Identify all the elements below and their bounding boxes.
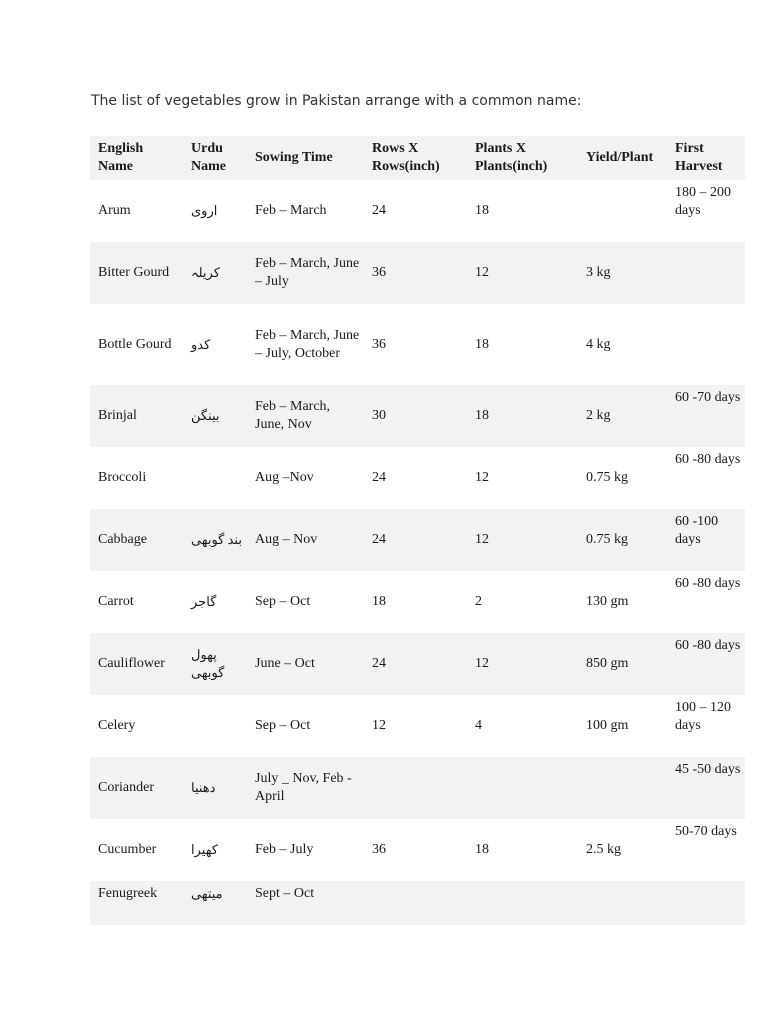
table-row	[90, 819, 745, 881]
header-sowing-time: Sowing Time	[255, 150, 333, 165]
cell-english: Broccoli	[98, 470, 147, 485]
cell-harvest: 60 -80 days	[675, 452, 741, 467]
cell-sowing: Sep – Oct	[255, 594, 311, 609]
cell-sowing: July _ Nov, Feb -April	[255, 771, 352, 804]
header-first-harvest: First Harvest	[675, 141, 723, 174]
cell-english: Brinjal	[98, 408, 137, 423]
cell-yield: 130 gm	[586, 594, 629, 609]
cell-yield: 0.75 kg	[586, 532, 628, 547]
cell-english: Celery	[98, 718, 136, 733]
cell-yield: 4 kg	[586, 336, 611, 352]
cell-urdu: اروی	[191, 203, 218, 218]
cell-harvest: 180 – 200 days	[675, 185, 731, 218]
intro-text: The list of vegetables grow in Pakistan arrange with a common name:	[91, 93, 582, 109]
cell-rows: 36	[372, 265, 386, 280]
cell-harvest: 50-70 days	[675, 824, 737, 839]
cell-plants: 18	[475, 336, 489, 352]
cell-yield: 100 gm	[586, 718, 629, 733]
cell-urdu	[183, 447, 247, 509]
cell-plants: 12	[475, 470, 489, 485]
cell-harvest	[667, 242, 745, 304]
cell-sowing: June – Oct	[255, 656, 315, 671]
table-row	[90, 757, 745, 819]
cell-rows	[364, 757, 467, 819]
cell-plants: 12	[475, 532, 489, 547]
table-row	[90, 447, 745, 509]
table-row	[90, 242, 745, 304]
cell-sowing: Aug –Nov	[255, 470, 314, 485]
cell-yield: 850 gm	[586, 656, 629, 671]
cell-plants	[467, 881, 578, 925]
cell-rows: 18	[372, 594, 386, 609]
cell-urdu: گاجر	[191, 594, 217, 609]
cell-plants	[467, 757, 578, 819]
table-row	[90, 180, 745, 242]
cell-plants: 18	[475, 408, 489, 423]
header-yield-per-plant: Yield/Plant	[586, 150, 654, 165]
cell-urdu: پھول گوبھی	[191, 647, 225, 680]
cell-english: Bottle Gourd	[98, 336, 172, 352]
cell-urdu: کدو	[191, 336, 211, 352]
cell-yield: 0.75 kg	[586, 470, 628, 485]
cell-urdu: دھنیا	[191, 780, 216, 795]
cell-urdu: بند گوبھی	[191, 532, 242, 547]
cell-rows: 24	[372, 203, 386, 218]
cell-rows: 24	[372, 532, 386, 547]
table-row	[90, 304, 745, 385]
cell-yield	[578, 757, 667, 819]
table-row	[90, 509, 745, 571]
cell-english: Fenugreek	[98, 886, 158, 901]
cell-harvest	[667, 304, 745, 385]
cell-harvest: 45 -50 days	[675, 762, 741, 777]
cell-english: Cucumber	[98, 842, 157, 857]
table-header-row	[90, 136, 745, 180]
cell-yield: 3 kg	[586, 265, 611, 280]
cell-harvest	[667, 881, 745, 925]
header-plants-spacing: Plants X Plants(inch)	[475, 141, 548, 174]
cell-plants: 18	[475, 842, 489, 857]
cell-english: Bitter Gourd	[98, 265, 170, 280]
cell-harvest: 60 -70 days	[675, 390, 741, 405]
cell-urdu: میتھی	[191, 886, 223, 901]
cell-english: Carrot	[98, 594, 134, 609]
cell-harvest: 100 – 120 days	[675, 700, 731, 733]
cell-plants: 2	[475, 594, 482, 609]
header-rows-spacing: Rows X Rows(inch)	[372, 141, 440, 174]
cell-sowing: Feb – March, June – July, October	[255, 327, 360, 361]
cell-plants: 18	[475, 203, 489, 218]
cell-rows: 30	[372, 408, 386, 423]
cell-urdu: بینگن	[191, 408, 220, 423]
table-row	[90, 571, 745, 633]
cell-yield: 2 kg	[586, 408, 611, 423]
cell-urdu: کھیرا	[191, 842, 218, 857]
cell-rows	[364, 881, 467, 925]
cell-urdu: کریلہ	[191, 265, 220, 280]
cell-sowing: Feb – July	[255, 842, 314, 857]
cell-sowing: Aug – Nov	[255, 532, 318, 547]
cell-rows: 24	[372, 656, 386, 671]
cell-plants: 4	[475, 718, 482, 733]
cell-sowing: Sept – Oct	[255, 886, 315, 901]
table-row	[90, 695, 745, 757]
header-english-name: English Name	[98, 141, 144, 174]
cell-rows: 12	[372, 718, 386, 733]
cell-urdu	[183, 695, 247, 757]
cell-yield	[578, 881, 667, 925]
cell-english: Cauliflower	[98, 656, 165, 671]
cell-rows: 36	[372, 336, 386, 352]
cell-plants: 12	[475, 265, 489, 280]
table-row	[90, 881, 745, 925]
cell-english: Coriander	[98, 780, 154, 795]
cell-sowing: Sep – Oct	[255, 718, 311, 733]
cell-rows: 36	[372, 842, 386, 857]
cell-harvest: 60 -80 days	[675, 576, 741, 591]
table-row	[90, 633, 745, 695]
cell-yield: 2.5 kg	[586, 842, 621, 857]
cell-rows: 24	[372, 470, 386, 485]
header-urdu-name: Urdu Name	[191, 141, 226, 174]
vegetables-table	[90, 136, 745, 925]
table-row	[90, 385, 745, 447]
cell-yield	[578, 180, 667, 242]
cell-plants: 12	[475, 656, 489, 671]
cell-sowing: Feb – March, June – July	[255, 256, 360, 289]
cell-sowing: Feb – March	[255, 203, 327, 218]
cell-english: Arum	[98, 203, 131, 218]
cell-harvest: 60 -80 days	[675, 638, 741, 653]
cell-english: Cabbage	[98, 532, 147, 547]
cell-sowing: Feb – March, June, Nov	[255, 399, 331, 432]
cell-harvest: 60 -100 days	[675, 514, 719, 547]
